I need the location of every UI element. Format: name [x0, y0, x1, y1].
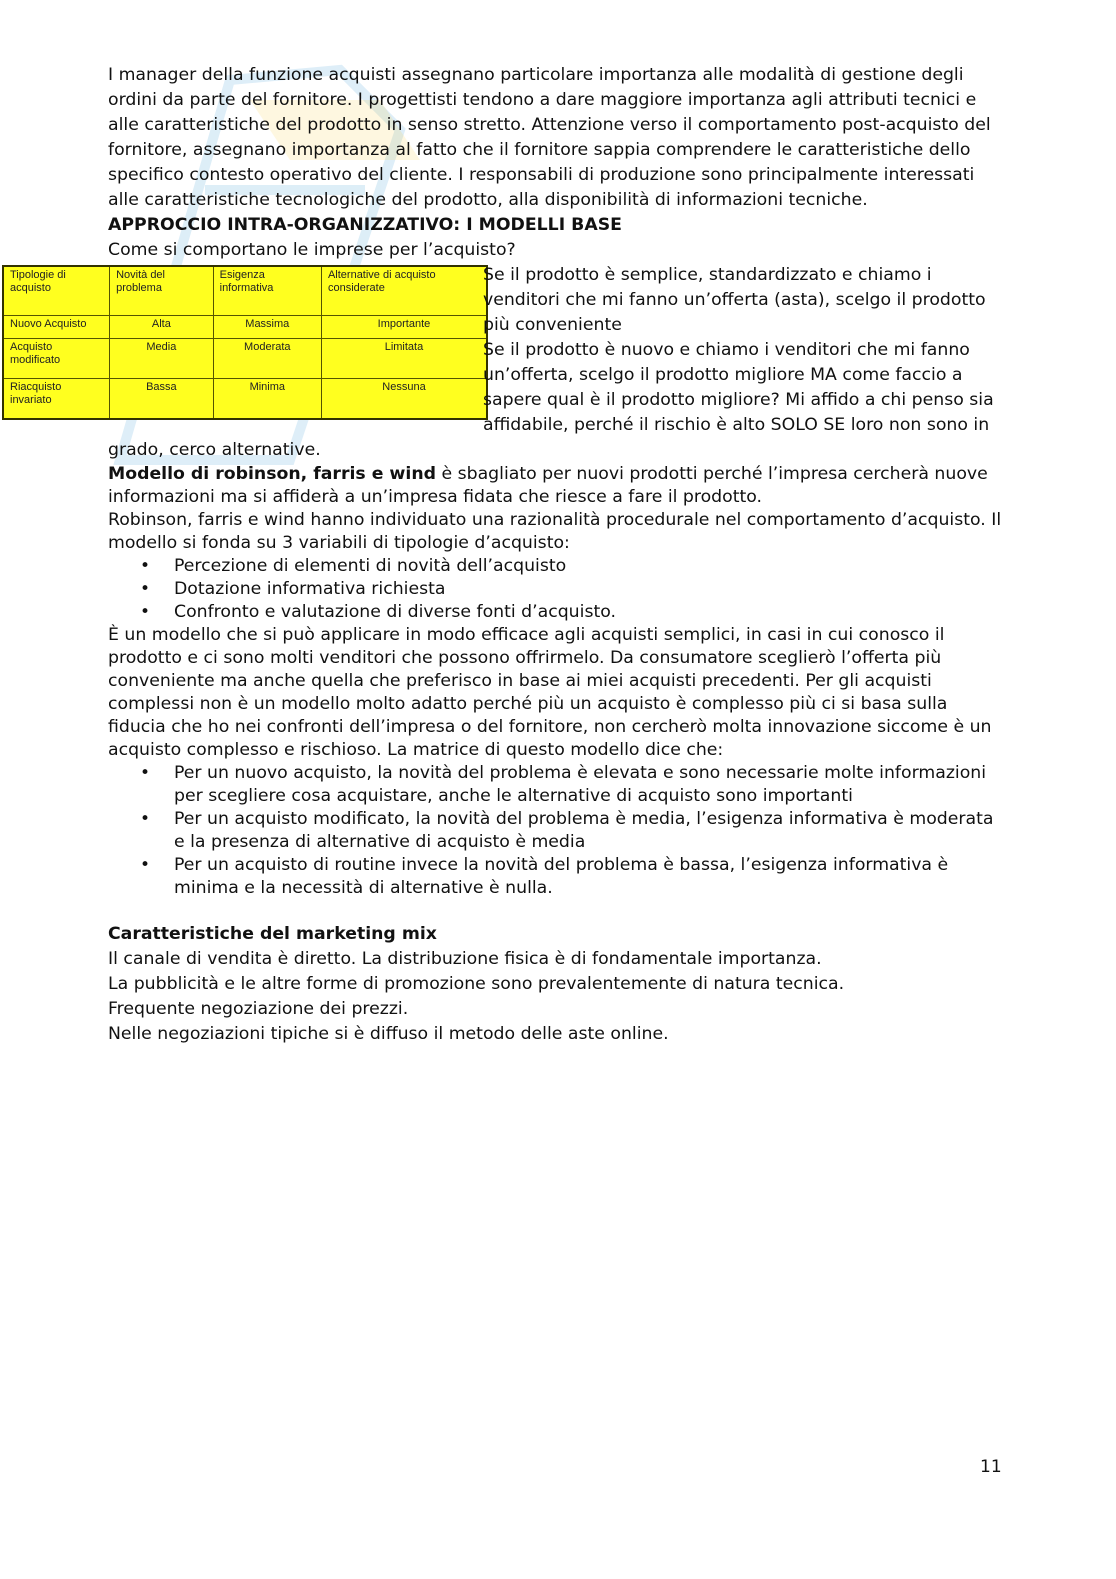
paragraph: I manager della funzione acquisti assegnano particolare importanza alle modalità di gestione degli ordini da parte del fornitore. I progettisti tendono a dare maggiore importanza agli attributi tecnici e alle caratteristiche del prodotto in senso stretto. Attenzione verso il comportamento post-acquisto del fornitore, assegnano importanza al fatto che il fornitore sappia comprendere le caratteristiche dello specifico contesto operativo del cliente. I responsabili di produzione sono principalmente interessati alle caratteristiche tecnologiche del prodotto, alla disponibilità di informazioni tecniche.	[108, 65, 991, 210]
table-header-cell: Esigenza informativa	[213, 266, 321, 316]
section-heading: APPROCCIO INTRA-ORGANIZZATIVO: I MODELLI BASE	[108, 215, 622, 235]
table-cell: Bassa	[110, 378, 214, 419]
paragraph: La pubblicità e le altre forme di promozione sono prevalentemente di natura tecnica.	[108, 974, 845, 994]
table-cell: Limitata	[321, 339, 487, 379]
table-row	[3, 316, 487, 339]
list-item: • Dotazione informativa richiesta	[108, 578, 1008, 601]
paragraph-text: è sbagliato per nuovi prodotti perché l’impresa cercherà nuove informazioni ma si affiderà a un’impresa fidata che riesce a fare il prodotto.	[108, 464, 988, 507]
page-content	[10, 63, 1008, 1047]
table-cell: Moderata	[213, 339, 321, 379]
bold-term: Modello di robinson, farris e wind	[108, 464, 436, 484]
table-cell: Nessuna	[321, 378, 487, 419]
table-cell: Alta	[110, 316, 214, 339]
table-cell: Massima	[213, 316, 321, 339]
paragraph: Se il prodotto è nuovo e chiamo i venditori che mi fanno un’offerta, scelgo il prodotto migliore MA come faccio a sapere qual è il prodotto migliore? Mi affido a chi penso sia affidabile, perché il rischio è alto SOLO SE loro non sono in grado, cerco alternative.	[108, 340, 994, 460]
table-header-cell: Novità del problema	[110, 266, 214, 316]
table-cell: Acquisto modificato	[3, 339, 110, 379]
list-item: • Per un nuovo acquisto, la novità del problema è elevata e sono necessarie molte informazioni per scegliere cosa acquistare, anche le alternative di acquisto sono importanti	[108, 762, 1008, 808]
paragraph: Il canale di vendita è diretto. La distribuzione fisica è di fondamentale importanza.	[108, 949, 822, 969]
table-cell: Riacquisto invariato	[3, 378, 110, 419]
table-header-row	[3, 266, 487, 316]
table-header-cell: Tipologie di acquisto	[3, 266, 110, 316]
list-item: • Per un acquisto di routine invece la novità del problema è bassa, l’esigenza informativa è minima e la necessità di alternative è nulla.	[108, 854, 1008, 900]
table-row	[3, 378, 487, 419]
paragraph: È un modello che si può applicare in modo efficace agli acquisti semplici, in casi in cui conosco il prodotto e ci sono molti venditori che possono offrirmelo. Da consumatore sceglierò l’offerta più conveniente ma anche quella che preferisco in base ai miei acquisti precedenti. Per gli acquisti complessi non è un modello molto adatto perché più un acquisto è complesso più ci si basa sulla fiducia che ho nei confronti dell’impresa o del fornitore, non cercherò molta innovazione siccome è un acquisto complesso e rischioso. La matrice di questo modello dice che:	[108, 625, 992, 760]
paragraph	[108, 463, 1008, 509]
list-item: • Percezione di elementi di novità dell’acquisto	[108, 555, 1008, 578]
section-heading: Caratteristiche del marketing mix	[108, 924, 437, 944]
table-cell: Nuovo Acquisto	[3, 316, 110, 339]
table-row	[3, 339, 487, 379]
bullet-list	[108, 555, 1008, 624]
bullet-list	[108, 762, 1008, 900]
table-cell: Media	[110, 339, 214, 379]
page-number: 11	[980, 1457, 1002, 1477]
paragraph: Se il prodotto è semplice, standardizzato e chiamo i venditori che mi fanno un’offerta (asta), scelgo il prodotto più conveniente	[483, 265, 986, 335]
list-item: • Per un acquisto modificato, la novità del problema è media, l’esigenza informativa è moderata e la presenza di alternative di acquisto è media	[108, 808, 1008, 854]
table-header-cell: Alternative di acquisto considerate	[321, 266, 487, 316]
paragraph: Robinson, farris e wind hanno individuato una razionalità procedurale nel comportamento d’acquisto. Il modello si fonda su 3 variabili di tipologie d’acquisto:	[108, 510, 1002, 553]
model-section	[108, 463, 1008, 900]
paragraph: Come si comportano le imprese per l’acquisto?	[108, 240, 516, 260]
paragraph: Frequente negoziazione dei prezzi.	[108, 999, 409, 1019]
table-cell: Importante	[321, 316, 487, 339]
paragraph: Nelle negoziazioni tipiche si è diffuso il metodo delle aste online.	[108, 1024, 669, 1044]
purchase-types-table	[2, 265, 492, 424]
list-item: • Confronto e valutazione di diverse fonti d’acquisto.	[108, 601, 1008, 624]
table-cell: Minima	[213, 378, 321, 419]
